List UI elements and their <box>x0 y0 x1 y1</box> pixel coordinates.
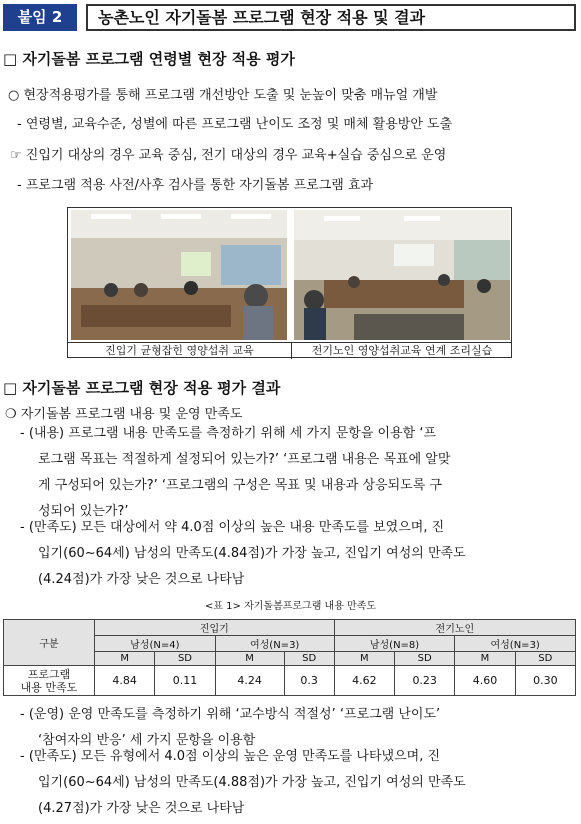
operation-paragraph: - (운영) 운영 만족도를 측정하기 위해 ‘교수방식 적절성’ ‘프로그램 난이도’ ‘참여자의 반응’ 세 가지 문항을 이용함 <box>20 707 441 748</box>
table-header-group: 전기노인 <box>334 620 575 636</box>
table-header-group: 진입기 <box>95 620 335 636</box>
photo-frame <box>67 207 512 358</box>
table-stat: SD <box>155 652 215 666</box>
table-subheader: 남성(N=4) <box>95 636 216 652</box>
photo-cooking-practice <box>294 210 510 340</box>
table-cell: 0.30 <box>515 666 575 696</box>
section-2-title: □ 자기돌봄 프로그램 현장 적용 평가 결과 <box>3 379 281 397</box>
table-cell: 0.3 <box>284 666 334 696</box>
table-subheader: 남성(N=8) <box>334 636 455 652</box>
table-stat: M <box>95 652 155 666</box>
bullet-2: - 연령별, 교육수준, 성별에 따른 프로그램 난이도 조정 및 매체 활용방안 도출 <box>17 117 453 132</box>
table-caption: <표 1> 자기돌봄프로그램 내용 만족도 <box>204 601 377 612</box>
table-stat: M <box>455 652 515 666</box>
section-1-title: □ 자기돌봄 프로그램 연령별 현장 적용 평가 <box>3 50 295 68</box>
content-paragraph: - (내용) 프로그램 내용 만족도를 측정하기 위해 세 가지 문항을 이용함 ‘프 로그램 목표는 적절하게 설정되어 있는가?’ ‘프로그램 내용은 목표에 알맞 게 구성되어 있는가?’ ‘프로그램의 구성은 목표 및 내용과 상응되도록 구 성되어 있는가?’ <box>20 426 451 519</box>
page-title: 농촌노인 자기돌봄 프로그램 현장 적용 및 결과 <box>86 4 576 31</box>
table-stat: M <box>215 652 284 666</box>
table-cell: 4.60 <box>455 666 515 696</box>
table-cell: 4.84 <box>95 666 155 696</box>
table-stat: SD <box>284 652 334 666</box>
attachment-badge: 붙임 2 <box>3 4 77 31</box>
table-cell: 0.11 <box>155 666 215 696</box>
table-cell: 4.62 <box>334 666 394 696</box>
satisfaction-table <box>3 619 576 696</box>
table-cell: 4.24 <box>215 666 284 696</box>
photo-caption-2: 전기노인 영양섭취교육 연계 조리실습 <box>291 342 512 359</box>
table-header-category: 구분 <box>4 620 95 666</box>
section-2-heading: ❍ 자기돌봄 프로그램 내용 및 운영 만족도 <box>5 407 243 422</box>
photo-nutrition-class <box>71 210 287 340</box>
table-cell: 0.23 <box>395 666 455 696</box>
table-stat: SD <box>515 652 575 666</box>
operation-satisfaction-paragraph: - (만족도) 모든 유형에서 4.0점 이상의 높은 운영 만족도를 나타냈으며, 진 입기(60~64세) 남성의 만족도(4.88점)가 가장 높고, 진입기 여성의 만족도 (4.27점)가 가장 낮은 것으로 나타남 <box>20 749 466 816</box>
table-subheader: 여성(N=3) <box>455 636 576 652</box>
table-stat: SD <box>395 652 455 666</box>
bullet-3: ☞ 진입기 대상의 경우 교육 중심, 전기 대상의 경우 교육+실습 중심으로 운영 <box>10 148 447 163</box>
table-stat: M <box>334 652 394 666</box>
table-subheader: 여성(N=3) <box>215 636 334 652</box>
table-row-label: 프로그램 내용 만족도 <box>4 666 95 696</box>
photo-caption-1: 진입기 균형잡힌 영양섭취 교육 <box>68 342 291 359</box>
bullet-1: ○ 현장적용평가를 통해 프로그램 개선방안 도출 및 눈높이 맞춤 매뉴얼 개발 <box>8 88 438 103</box>
bullet-4: - 프로그램 적용 사전/사후 검사를 통한 자기돌봄 프로그램 효과 <box>17 178 374 193</box>
content-satisfaction-paragraph: - (만족도) 모든 대상에서 약 4.0점 이상의 높은 내용 만족도를 보였으며, 진 입기(60~64세) 남성의 만족도(4.84점)가 가장 높고, 진입기 여성의 만족도 (4.24점)가 가장 낮은 것으로 나타남 <box>20 520 466 587</box>
